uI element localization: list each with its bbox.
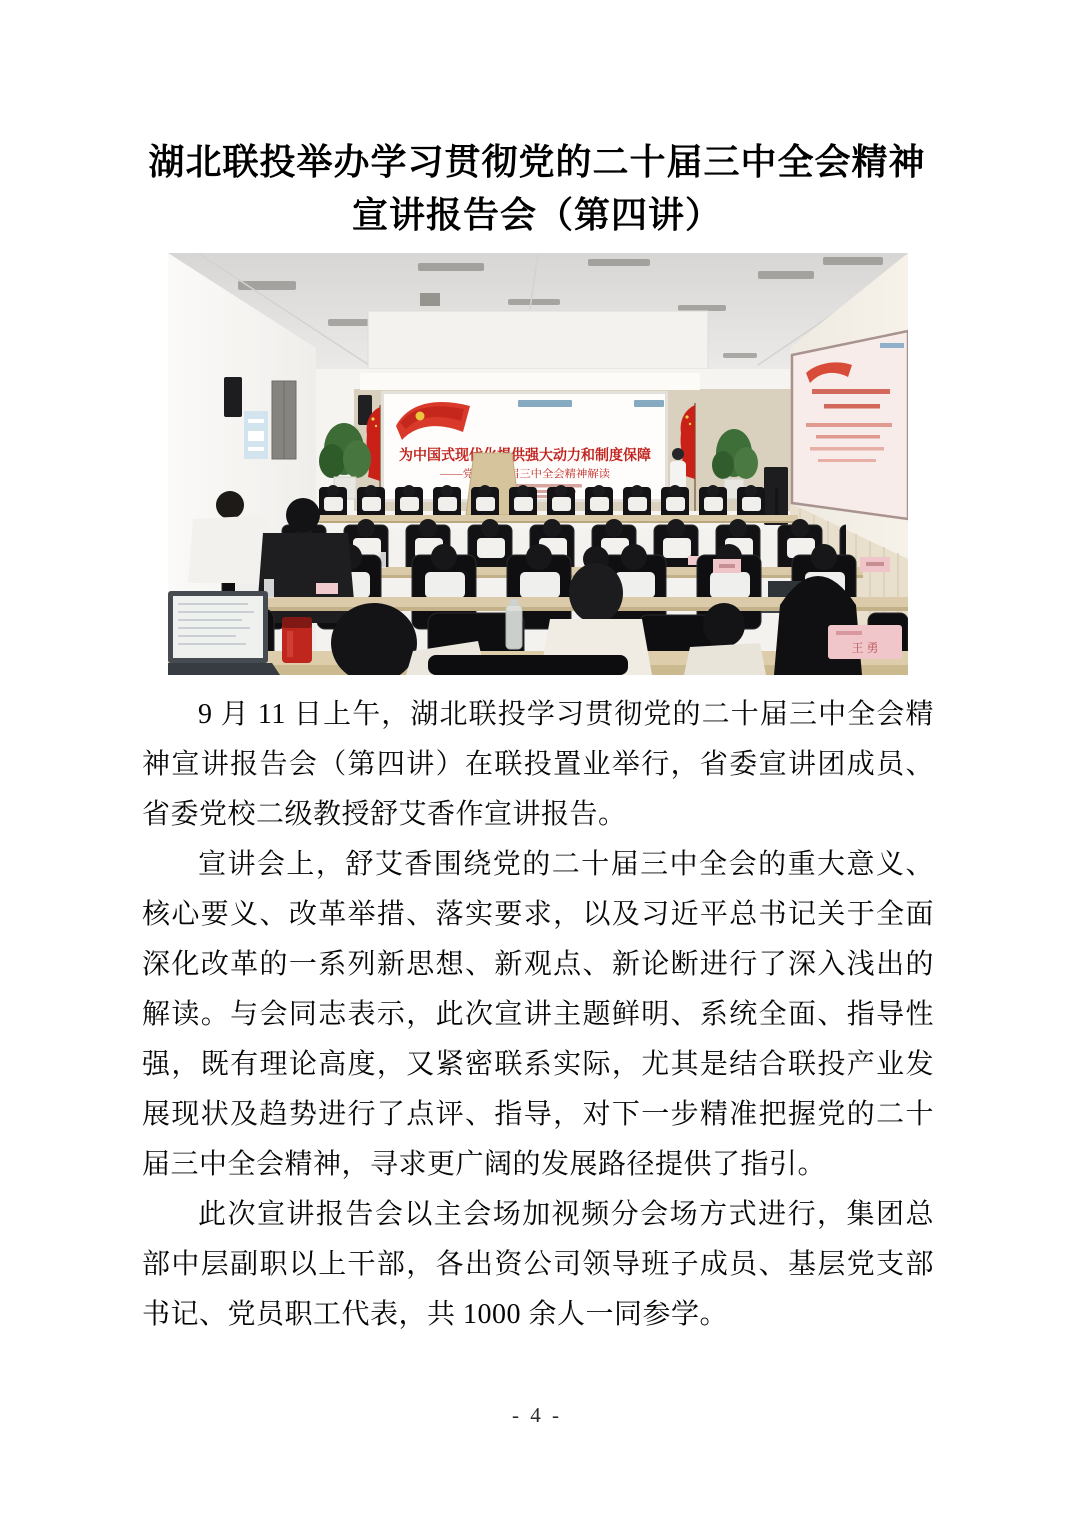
name-card xyxy=(828,625,902,659)
slide-subtitle: ——党的二十届三中全会精神解读 xyxy=(440,469,598,480)
slide-toolbar2 xyxy=(634,400,664,407)
cove-light xyxy=(360,373,700,390)
conference-photo-art xyxy=(168,253,908,675)
document-title-line1: 湖北联投举办学习贯彻党的二十届三中全会精神 xyxy=(148,142,926,182)
document-body xyxy=(142,690,934,1340)
speaker-left-icon xyxy=(224,377,242,417)
name-card-text: 王 勇 xyxy=(851,641,879,655)
body-paragraph-2: 宣讲会上，舒艾香围绕党的二十届三中全会的重大意义、核心要义、改革举措、落实要求，以及习近平总书记关于全面深化改革的一系列新思想、新观点、新论断进行了深入浅出的解读。与会同志表示，此次宣讲主题鲜明、系统全面、指导性强，既有理论高度，又紧密联系实际，尤其是结合联投产业发展现状及趋势进行了点评、指导，对下一步精准把握党的二十届三中全会精神，寻求更广阔的发展路径提供了指引。 xyxy=(142,849,934,1180)
document-title-line2: 宣讲报告会（第四讲） xyxy=(351,195,722,235)
chairback-bottom xyxy=(428,655,628,675)
water-bottle xyxy=(506,599,522,649)
projector xyxy=(420,293,440,306)
body-paragraph-1: 9 月 11 日上午，湖北联投学习贯彻党的二十届三中全会精神宣讲报告会（第四讲）在联投置业举行，省委宣讲团成员、省委党校二级教授舒艾香作宣讲报告。 xyxy=(142,699,934,830)
body-paragraph-3: 此次宣讲报告会以主会场加视频分会场方式进行，集团总部中层副职以上干部，各出资公司领导班子成员、基层党支部书记、党员职工代表，共 1000 余人一同参学。 xyxy=(142,1199,934,1330)
slide-toolbar xyxy=(518,400,572,407)
red-cup xyxy=(282,617,312,663)
page-number: - 4 - xyxy=(512,1403,562,1427)
document-title xyxy=(0,136,1074,242)
laptop-foreground xyxy=(168,591,280,675)
ceiling-recess xyxy=(368,311,708,369)
conference-photo xyxy=(168,253,908,675)
slide-title: 为中国式现代化提供强大动力和制度保障 xyxy=(399,448,660,464)
